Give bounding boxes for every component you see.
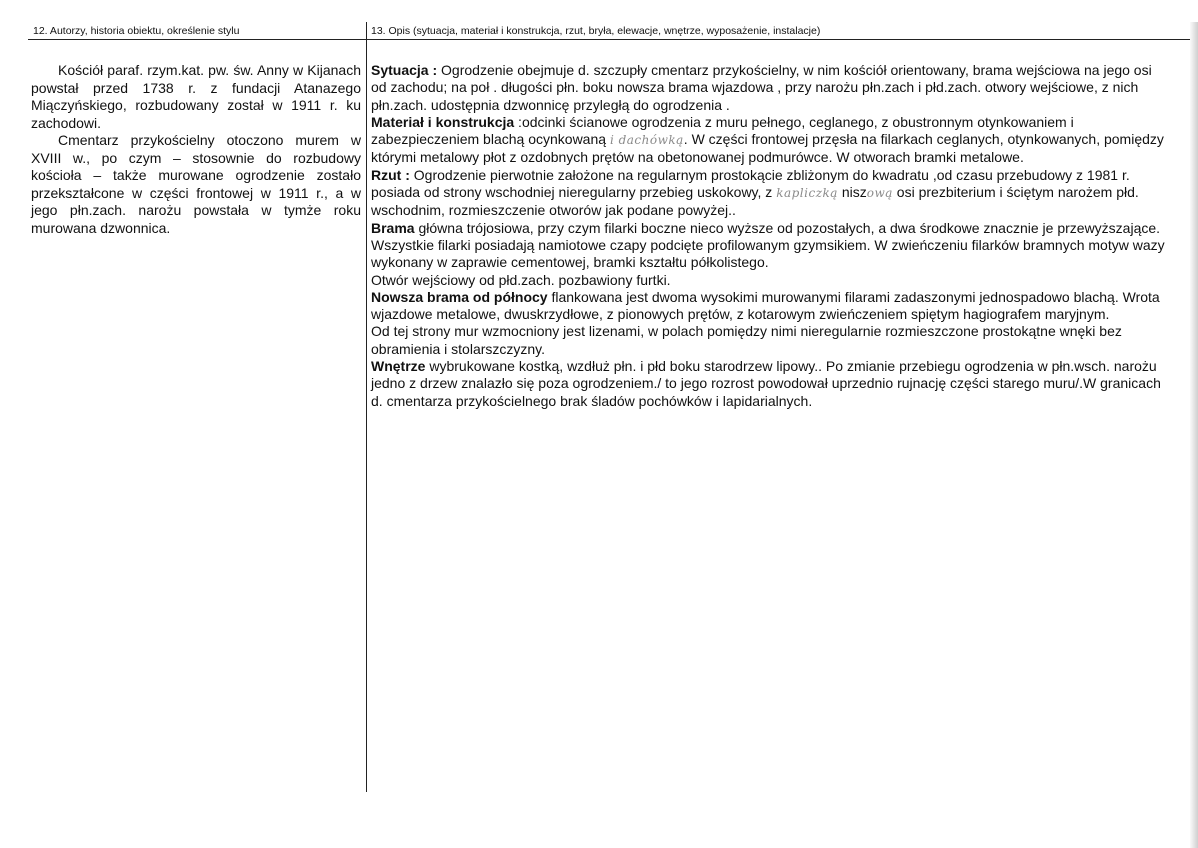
scan-edge-shadow — [1190, 22, 1198, 848]
section-material — [371, 114, 1171, 167]
material-text-a: :odcinki ścianowe ogrodzenia z muru pełnego, ceglanego, z obustronnym otynkowaniem i zabezpieczeniem blachą ocynkowaną — [371, 113, 1074, 148]
material-text-b: . W części frontowej przęsła na filarkach ceglanych, otynkowanych, pomiędzy którymi metalowy płot z ozdobnych prętów na obetonowanej podmurówce. W otworach bramki metalowe. — [371, 131, 1164, 166]
rzut-label: Rzut : — [371, 166, 410, 183]
nowsza-label: Nowsza brama od północy — [371, 288, 548, 305]
material-label: Materiał i konstrukcja — [371, 113, 515, 130]
brama-text: główna trójosiowa, przy czym filarki boczne nieco wyższe od pozostałych, a dwa środkowe znacznie je przewyższające. Wszystkie filarki posiadają namiotowe czapy podcięte profilowanym gzymsikiem. W zwieńczeniu filarków bramnych motyw wazy wykonany w zaprawie cementowej, bramki kształtu półkolistego. — [371, 219, 1165, 271]
form-sheet — [28, 22, 1198, 848]
section-sytuacja — [371, 62, 1171, 114]
section-13-header: 13. Opis (sytuacja, materiał i konstrukcja, rzut, bryła, elewacje, wnętrze, wyposażenie, instalacje) — [371, 25, 821, 37]
otwor-text: Otwór wejściowy od płd.zach. pozbawiony furtki. — [371, 271, 671, 288]
handwritten-note-nisz: ową — [866, 186, 893, 201]
history-paragraph-1: Kościół paraf. rzym.kat. pw. św. Anny w Kijanach powstał przed 1738 r. z fundacji Atanazego Miączyńskiego, rozbudowany został w 1911 r. ku zachodowi. — [31, 62, 361, 131]
rzut-text-c: osi prezbiterium i ściętym narożem płd. wschodnim, rozmieszczenie otworów jak podane powyżej.. — [371, 184, 1139, 219]
sytuacja-text: Ogrodzenie obejmuje d. szczupły cmentarz przykościelny, w nim kościół orientowany, brama wejściowa na jego osi od zachodu; na poł . długości płn. boku nowsza brama wjazdowa , przy narożu płn.zach i płd.zach. otwory wejściowe, z nich płn.zach. udostępnia dzwonnicę przyległą do ogrodzenia . — [371, 62, 1152, 113]
history-column — [31, 62, 361, 237]
sytuacja-label: Sytuacja : — [371, 62, 438, 78]
section-rzut — [371, 167, 1171, 220]
section-nowsza-brama — [371, 289, 1171, 324]
rzut-text-a: Ogrodzenie pierwotnie założone na regularnym prostokącie zbliżonym do kwadratu ,od czasu przebudowy z 1981 r. posiada od strony wschodniej nieregularny przebieg uskokowy, z — [371, 166, 1130, 201]
handwritten-note-kapliczka: kapliczką — [776, 186, 838, 201]
handwritten-note-dachowka: i dachówką — [609, 133, 684, 148]
history-paragraph-2: Cmentarz przykościelny otoczono murem w XVIII w., po czym – stosownie do rozbudowy kościoła – także murowane ogrodzenie zostało przekształcone w części frontowej w 1911 r., a w jego płn.zach. narożu powstała w tymże roku murowana dzwonnica. — [31, 132, 361, 236]
section-brama — [371, 220, 1171, 272]
description-column — [371, 62, 1171, 410]
column-divider — [366, 22, 367, 792]
mur-text: Od tej strony mur wzmocniony jest lizenami, w polach pomiędzy nimi nieregularnie rozmieszczone prostokątne wnęki bez obramienia i stolarszczyzny. — [371, 323, 1122, 357]
section-12-header: 12. Autorzy, historia obiektu, określenie stylu — [33, 25, 240, 37]
brama-label: Brama — [371, 219, 415, 236]
wnetrze-text: wybrukowane kostką, wzdłuż płn. i płd boku starodrzew lipowy.. Po zmianie przebiegu ogrodzenia w płn.wsch. narożu jedno z drzew znalazło się poza ogrodzeniem./ to jego rozrost powodował uprzednio rujnację części starego muru/.W granicach d. cmentarza przykościelnego brak śladów pochówków i lapidarialnych. — [371, 358, 1161, 409]
wnetrze-label: Wnętrze — [371, 358, 426, 375]
section-wnetrze — [371, 358, 1171, 410]
header-rule — [28, 39, 1198, 40]
nowsza-text: flankowana jest dwoma wysokimi murowanymi filarami zadaszonymi jednospadowo blachą. Wrota wjazdowe metalowe, dwuskrzydłowe, z pionowych prętów, z kotarowym zwieńczeniem spiętym hagiografem maryjnym. — [371, 288, 1160, 323]
rzut-text-b: nisz — [837, 184, 867, 201]
